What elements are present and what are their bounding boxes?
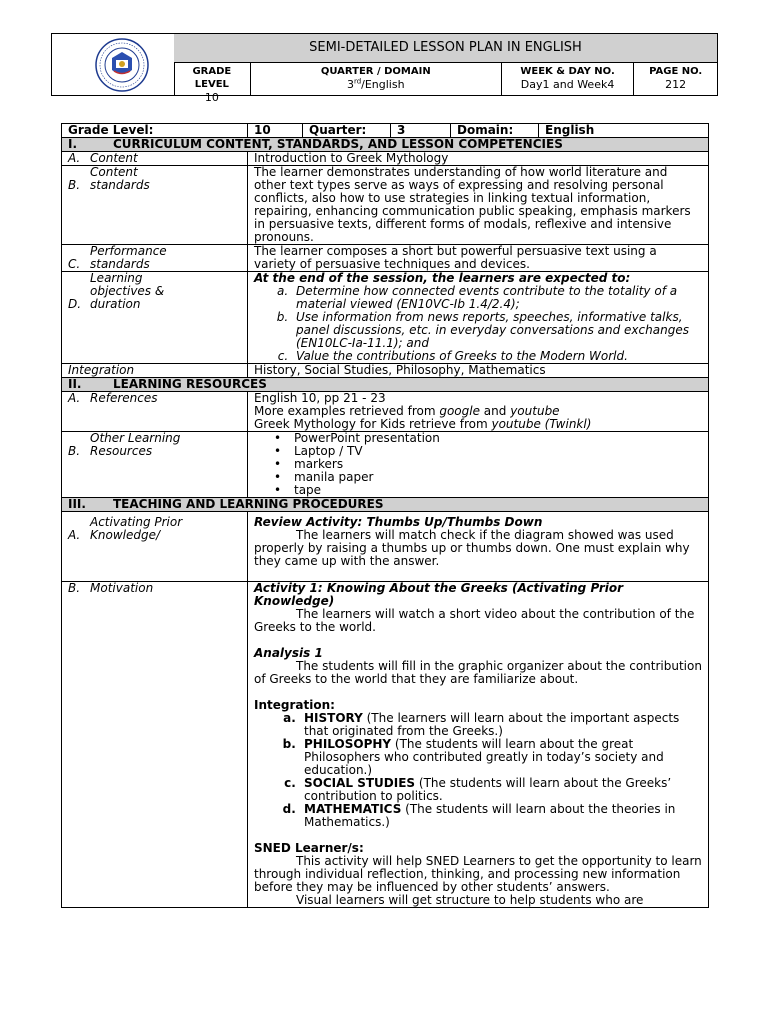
- list-item: b. PHILOSOPHY (The students will learn about the great Philosophers who contributed greatly in today’s society and education.): [300, 738, 702, 777]
- integration-label: Integration: [62, 364, 248, 378]
- list-item: • PowerPoint presentation: [294, 432, 702, 445]
- integration-value: History, Social Studies, Philosophy, Mathematics: [248, 364, 709, 378]
- motivation-label: Motivation: [90, 581, 154, 595]
- activity-text: The learners will watch a short video about the contribution of the Greeks to the world.: [254, 607, 695, 634]
- objectives-label: Learning objectives & duration: [90, 271, 165, 311]
- activating-label: Activating Prior Knowledge/: [90, 515, 183, 542]
- references-row: A. References English 10, pp 21 - 23 More examples retrieved from google and youtube Greek Mythology for Kids retrieve from youtube (Twinkl): [62, 392, 709, 432]
- visual-learners-text: Visual learners will get structure to help students who are: [296, 893, 644, 907]
- activating-text: The learners will match check if the diagram showed was used properly by raising a thumbs up or thumbs down. One must explain why they came up with the answer.: [254, 528, 690, 568]
- section-heading-1: I. CURRICULUM CONTENT, STANDARDS, AND LESSON COMPETENCIES: [62, 138, 709, 152]
- references-value: English 10, pp 21 - 23 More examples retrieved from google and youtube Greek Mythology for Kids retrieve from youtube (Twinkl): [248, 392, 709, 432]
- lesson-plan-table: [61, 123, 709, 908]
- performance-standards-row: C.Performance standards The learner composes a short but powerful persuasive text using a variety of persuasive techniques and devices.: [62, 245, 709, 272]
- content-value: Introduction to Greek Mythology: [248, 152, 709, 166]
- meta-row: [62, 124, 709, 138]
- grade-level-cell: GRADE LEVEL 10: [174, 62, 251, 95]
- analysis-text: The students will fill in the graphic organizer about the contribution of Greeks to the world that they are familiarize about.: [254, 659, 702, 686]
- section-heading-3: III. TEACHING AND LEARNING PROCEDURES: [62, 498, 709, 512]
- content-standards-label: Content standards: [90, 165, 150, 192]
- content-standards-row: B.Content standards The learner demonstrates understanding of how world literature and other text types serve as ways of expressing and resolving personal conflicts, also how to use strategies in linking textual information, repairing, enhancing communication public speaking, emphasis markers in persuasive texts, different forms of modals, reflexive and intensive pronouns.: [62, 166, 709, 245]
- grade-label: Grade Level:: [62, 124, 248, 138]
- sned-title: SNED Learner/s:: [254, 841, 364, 855]
- resources-list: [254, 432, 702, 497]
- other-resources-row: B.Other Learning Resources • PowerPoint presentation • Laptop / TV • markers • manila paper • tape: [62, 432, 709, 498]
- list-item: c. SOCIAL STUDIES (The students will learn about the Greeks’ contribution to politics.: [300, 777, 702, 803]
- objectives-intro: At the end of the session, the learners are expected to:: [254, 271, 631, 285]
- sned-text: This activity will help SNED Learners to get the opportunity to learn through individual reflection, thinking, and processing new information before they may be influenced by other students’ answers.: [254, 854, 702, 894]
- objectives-list: [254, 285, 702, 363]
- quarter-value: 3: [391, 124, 451, 138]
- motivation-row: B. Motivation Activity 1: Knowing About the Greeks (Activating Prior Knowledge) The learners will watch a short video about the contribution of the Greeks to the world. Analysis 1 The students will fill in the graphic organizer about the contribution of Greeks to the world that they are familiarize about. Integration: a. HISTORY (The learners will learn about the important aspects that originated from the Greeks.) b. PHILOSOPHY (The students will learn about the great Philosophers who contributed greatly in today’s society and education.) c. SOCIAL STUDIES (The students will learn about the Greeks’ contribution to politics. d. MATHEMATICS (The students will learn about the theories in Mathematics.) SNED Learner/s: This activity will help SNED Learners to get the opportunity to learn through individual reflection, thinking, and processing new information before they may be influenced by other students’ answers. Visual learners will get structure to help students who are: [62, 582, 709, 908]
- content-standards-value: The learner demonstrates understanding of how world literature and other text types serve as ways of expressing and resolving personal conflicts, also how to use strategies in linking textual information, repairing, enhancing communication public speaking, emphasis markers in persuasive texts, different forms of modals, reflexive and intensive pronouns.: [248, 166, 709, 245]
- grade-value: 10: [248, 124, 303, 138]
- integration-row: [62, 364, 709, 378]
- objective-item: c. Value the contributions of Greeks to the Modern World.: [292, 350, 702, 363]
- integration-list: [254, 712, 702, 829]
- list-item: • tape: [294, 484, 702, 497]
- content-label: Content: [90, 151, 138, 165]
- other-resources-label: Other Learning Resources: [90, 431, 181, 458]
- list-item: d. MATHEMATICS (The students will learn about the theories in Mathematics.): [300, 803, 702, 829]
- list-item: • markers: [294, 458, 702, 471]
- analysis-title: Analysis 1: [254, 646, 323, 660]
- objective-item: b. Use information from news reports, speeches, informative talks, panel discussions, etc. in everyday conversations and exchanges (EN10LC-Ia-11.1); and: [292, 311, 702, 350]
- logo-cell: [52, 34, 175, 95]
- performance-standards-label: Performance standards: [90, 244, 167, 271]
- list-item: • Laptop / TV: [294, 445, 702, 458]
- quarter-label: Quarter:: [303, 124, 391, 138]
- objective-item: a. Determine how connected events contribute to the totality of a material viewed (EN10VC-Ib 1.4/2.4);: [292, 285, 702, 311]
- domain-label: Domain:: [451, 124, 539, 138]
- integration-title: Integration:: [254, 698, 335, 712]
- activating-row: A.Activating Prior Knowledge/ Review Activity: Thumbs Up/Thumbs Down The learners will match check if the diagram showed was used properly by raising a thumbs up or thumbs down. One must explain why they came up with the answer.: [62, 512, 709, 582]
- content-row: A. Content Introduction to Greek Mythology: [62, 152, 709, 166]
- quarter-domain-cell: QUARTER / DOMAIN 3rd/English: [251, 62, 502, 95]
- activity-title: Activity 1: Knowing About the Greeks (Activating Prior Knowledge): [254, 581, 624, 608]
- deped-seal-logo: [95, 38, 149, 92]
- list-item: • manila paper: [294, 471, 702, 484]
- document-title: SEMI-DETAILED LESSON PLAN IN ENGLISH: [174, 34, 717, 63]
- domain-value: English: [539, 124, 709, 138]
- page-number-cell: PAGE NO. 212: [649, 66, 703, 91]
- section-heading-2: II. LEARNING RESOURCES: [62, 378, 709, 392]
- references-label: References: [90, 391, 158, 405]
- performance-standards-value: The learner composes a short but powerful persuasive text using a variety of persuasive techniques and devices.: [248, 245, 709, 272]
- list-item: a. HISTORY (The learners will learn about the important aspects that originated from the Greeks.): [300, 712, 702, 738]
- activating-title: Review Activity: Thumbs Up/Thumbs Down: [254, 515, 543, 529]
- week-day-cell: WEEK & DAY NO. Day1 and Week4: [502, 62, 635, 95]
- document-header: [51, 33, 718, 104]
- objectives-row: D.Learning objectives & duration At the end of the session, the learners are expected to: a. Determine how connected events contribute to the totality of a material viewed (EN10VC-Ib 1.4/2.4); b. Use information from news reports, speeches, informative talks, panel discussions, etc. in everyday conversations and exchanges (EN10LC-Ia-11.1); and c. Value the contributions of Greeks to the Modern World.: [62, 272, 709, 364]
